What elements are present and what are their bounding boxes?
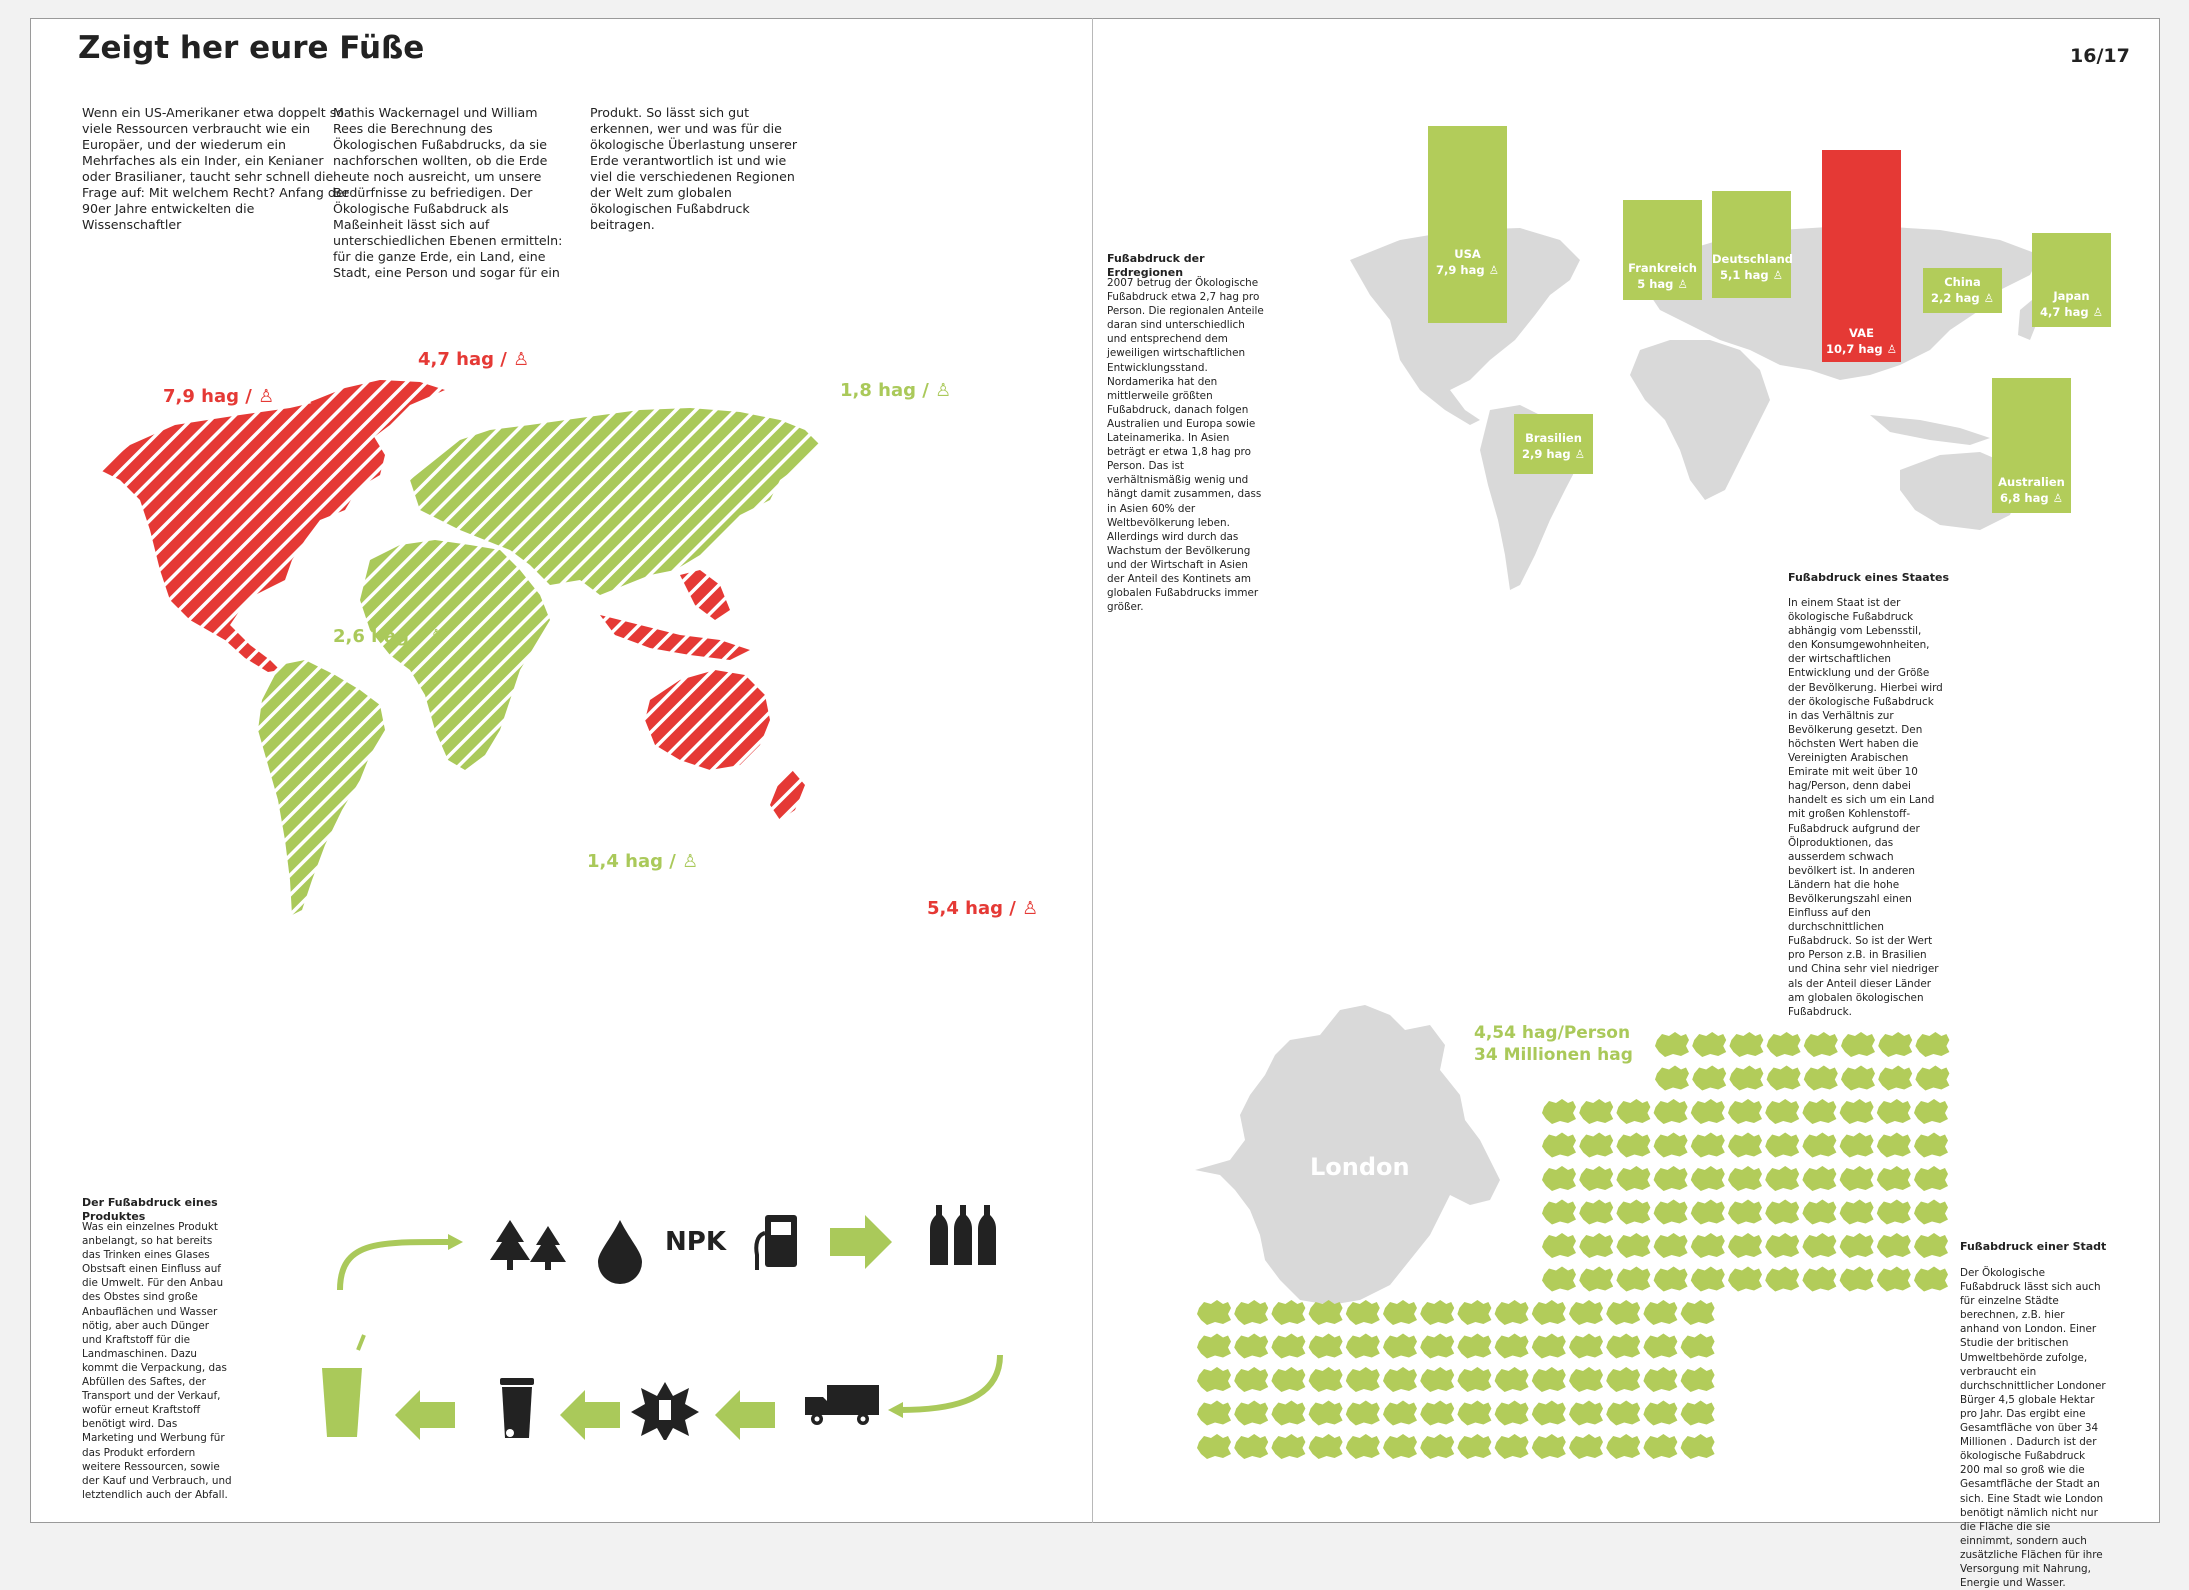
hectare-unit <box>1877 1133 1911 1158</box>
africa-shape <box>1630 340 1770 500</box>
hectare-unit <box>1765 1133 1799 1158</box>
hectare-unit <box>1420 1300 1454 1325</box>
product-heading: Der Fußabdruck eines Produktes <box>82 1196 218 1223</box>
hectare-unit <box>1495 1401 1529 1426</box>
person-icon: ♙ <box>428 626 445 647</box>
indonesia-shape <box>600 615 750 660</box>
bar-value: 5 hag <box>1637 277 1674 291</box>
hectare-unit <box>1616 1099 1650 1124</box>
arrowhead <box>448 1234 463 1250</box>
hectare-unit <box>1877 1166 1911 1191</box>
hectare-unit <box>1569 1300 1603 1325</box>
hectare-unit <box>1914 1099 1948 1124</box>
regions-body: 2007 betrug der Ökologische Fußabdruck etwa 2,7 hag pro Person. Die regionalen Anteile daran sind unterschiedlich und entsprechend dem jeweiligen wirtschaftlichen Entwicklungsstand. Nordamerika hat den mittlerweile größten Fußabdruck, danach folgen Australien und Europa sowie Lateinamerika. In Asien beträgt er etwa 1,8 hag pro Person. Das ist verhältnismäßig wenig und hängt damit zusammen, dass in Asien 60% der Weltbevölkerung leben. Allerdings wird durch das Wachstum der Bevölkerung und der Wirtschaft in Asien der Anteil des Kontinets am globalen Fußabdrucks immer größer. <box>1107 277 1264 614</box>
hectare-unit <box>1579 1166 1613 1191</box>
npk-label: NPK <box>665 1227 726 1257</box>
person-icon: ♙ <box>258 386 275 407</box>
bar-name: USA <box>1454 247 1481 261</box>
hectare-unit <box>1616 1133 1650 1158</box>
bar-value: 2,9 hag <box>1522 447 1571 461</box>
hectare-unit <box>1579 1200 1613 1225</box>
south-america-shape <box>258 660 385 915</box>
hectare-unit <box>1309 1300 1343 1325</box>
hectare-unit <box>1606 1300 1640 1325</box>
hectare-unit <box>1495 1334 1529 1359</box>
bar-value: 7,9 hag <box>1436 263 1485 277</box>
hectare-unit <box>1728 1166 1762 1191</box>
hectare-unit <box>1654 1133 1688 1158</box>
arrow-left-icon <box>715 1390 775 1440</box>
hectare-unit <box>1616 1166 1650 1191</box>
hectare-unit <box>1346 1367 1380 1392</box>
hectare-unit <box>1457 1434 1491 1459</box>
hectare-unit <box>1765 1099 1799 1124</box>
hectare-unit <box>1271 1401 1305 1426</box>
per-person-figure: 4,54 hag/Person <box>1474 1023 1631 1043</box>
arrow-left-icon <box>560 1390 620 1440</box>
hectare-unit <box>1197 1367 1231 1392</box>
hectare-unit <box>1878 1066 1912 1091</box>
bar-name: China <box>1944 275 1981 289</box>
hectare-unit <box>1542 1133 1576 1158</box>
bar-china <box>1923 268 2002 313</box>
city-heading: Fußabdruck einer Stadt <box>1960 1240 2107 1253</box>
hectare-unit <box>1197 1434 1231 1459</box>
hectare-unit <box>1234 1434 1268 1459</box>
trees-icon <box>490 1220 566 1270</box>
hectare-unit <box>1804 1032 1838 1057</box>
hectare-unit <box>1197 1300 1231 1325</box>
hectare-unit <box>1234 1300 1268 1325</box>
product-lifecycle-diagram <box>320 1200 1040 1440</box>
curved-arrow-up <box>340 1242 450 1290</box>
hectare-unit <box>1654 1166 1688 1191</box>
region-label-oceania: 5,4 hag / ♙ <box>927 898 1039 919</box>
hectare-unit <box>1346 1434 1380 1459</box>
hectare-unit <box>1579 1099 1613 1124</box>
hectare-unit <box>1691 1267 1725 1292</box>
region-label-south-america: 2,6 hag / ♙ <box>333 626 445 647</box>
hectare-unit <box>1234 1401 1268 1426</box>
intro-column-2: Mathis Wackernagel und William Rees die Berechnung des Ökologischen Fußabdrucks, da sie nachforschen wollten, ob die Erde heute noch ausreicht, um unsere Bedürfnisse zu befriedigen. Der Ökologische Fußabdruck als Maßeinheit lässt sich auf unterschiedlichen Ebenen ermitteln: für die ganze Erde, ein Land, eine Stadt, eine Person und sogar für ein <box>333 105 563 280</box>
hectare-unit <box>1309 1434 1343 1459</box>
hectare-unit <box>1877 1267 1911 1292</box>
bar-name: VAE <box>1849 326 1874 340</box>
bar-brasilien <box>1514 414 1593 474</box>
hectare-unit <box>1915 1032 1949 1057</box>
hectare-unit <box>1643 1300 1677 1325</box>
bar-value: 4,7 hag <box>2040 305 2089 319</box>
person-icon: ♙ <box>1886 342 1897 356</box>
person-icon: ♙ <box>1574 447 1585 461</box>
hectare-unit <box>1643 1401 1677 1426</box>
hectare-unit <box>1197 1401 1231 1426</box>
bar-name: Frankreich <box>1628 261 1697 275</box>
region-label-europe: 4,7 hag / ♙ <box>418 349 530 370</box>
arrow-right-icon <box>830 1215 892 1269</box>
person-icon: ♙ <box>513 349 530 370</box>
hectare-unit <box>1542 1200 1576 1225</box>
hectare-unit <box>1383 1434 1417 1459</box>
hectare-unit <box>1542 1166 1576 1191</box>
person-icon: ♙ <box>1772 268 1783 282</box>
world-map-hatched <box>80 370 1090 930</box>
hectare-unit <box>1532 1401 1566 1426</box>
person-icon: ♙ <box>1677 277 1688 291</box>
state-body: In einem Staat ist der ökologische Fußabdruck abhängig vom Lebensstil, den Konsumgewohnheiten, der wirtschaftlichen Entwicklung und der Größe der Bevölkerung. Hierbei wird der ökologische Fußabdruck in das Verhältnis zur Bevölkerung gesetzt. Den höchsten Wert haben die Vereinigten Arabischen Emirate mit weit über 10 hag/Person, denn dabei handelt es sich um ein Land mit großen Kohlenstoff-Fußabdruck aufgrund der Ölproduktionen, das ausserdem schwach bevölkert ist. In anderen Ländern hat die hohe Bevölkerungszahl einen Einfluss auf den durchschnittlichen Fußabdruck. So ist der Wert pro Person z.B. in Brasilien und China sehr viel niedriger als der Anteil dieser Länder am globalen ökologischen Fußabdruck. <box>1788 597 1943 1018</box>
hectare-unit <box>1914 1267 1948 1292</box>
hectare-unit <box>1840 1200 1874 1225</box>
hectare-unit <box>1728 1133 1762 1158</box>
intro-column-1: Wenn ein US-Amerikaner etwa doppelt so viele Ressourcen verbraucht wie ein Europäer, und der wiederum ein Mehrfaches als ein Inder, ein Kenianer oder Brasilianer, taucht sehr schnell die Frage auf: Mit welchem Recht? Anfang der 90er Jahre entwickelten die Wissenschaftler <box>82 105 349 232</box>
hectare-unit <box>1728 1200 1762 1225</box>
hectare-unit <box>1420 1367 1454 1392</box>
hectare-unit <box>1383 1401 1417 1426</box>
hectare-unit <box>1877 1233 1911 1258</box>
hectare-unit <box>1692 1066 1726 1091</box>
bar-name: Australien <box>1998 475 2065 489</box>
hectare-unit <box>1643 1367 1677 1392</box>
hectare-unit <box>1915 1066 1949 1091</box>
hectare-unit <box>1691 1099 1725 1124</box>
state-heading: Fußabdruck eines Staates <box>1788 571 1949 584</box>
new-zealand-shape <box>770 770 805 820</box>
hectare-unit <box>1840 1233 1874 1258</box>
hectare-unit <box>1840 1099 1874 1124</box>
hectare-unit <box>1802 1166 1836 1191</box>
person-icon: ♙ <box>682 851 699 872</box>
hectare-unit <box>1346 1300 1380 1325</box>
hectare-unit <box>1914 1200 1948 1225</box>
hectare-unit <box>1681 1401 1715 1426</box>
hectare-unit <box>1383 1300 1417 1325</box>
hectare-unit <box>1655 1032 1689 1057</box>
bar-name: Deutschland <box>1712 252 1793 266</box>
hectare-unit <box>1728 1099 1762 1124</box>
hectare-unit <box>1271 1334 1305 1359</box>
london-label: London <box>1310 1153 1410 1181</box>
hectare-unit <box>1654 1099 1688 1124</box>
person-icon: ♙ <box>2052 491 2063 505</box>
hectare-unit <box>1606 1367 1640 1392</box>
hectare-unit <box>1729 1032 1763 1057</box>
hectare-unit <box>1234 1367 1268 1392</box>
hectare-unit <box>1765 1233 1799 1258</box>
intro-column-3: Produkt. So lässt sich gut erkennen, wer und was für die ökologische Überlastung unserer Erde verantwortlich ist und wie viel die verschiedenen Regionen der Welt zum globalen ökologischen Fußabdruck beitragen. <box>590 105 798 232</box>
hectare-unit <box>1877 1099 1911 1124</box>
hectare-unit <box>1579 1233 1613 1258</box>
hectare-unit <box>1877 1200 1911 1225</box>
hectare-unit <box>1579 1267 1613 1292</box>
hectare-unit <box>1606 1401 1640 1426</box>
curved-arrow-down <box>900 1355 1000 1410</box>
hectare-unit <box>1681 1300 1715 1325</box>
hectare-unit <box>1728 1233 1762 1258</box>
bar-australien <box>1992 378 2071 513</box>
bar-name: Brasilien <box>1525 431 1582 445</box>
hectare-unit <box>1542 1233 1576 1258</box>
hectare-unit <box>1767 1032 1801 1057</box>
regions-heading: Fußabdruck der Erdregionen <box>1107 252 1205 279</box>
hectare-unit <box>1802 1200 1836 1225</box>
hectare-unit <box>1841 1066 1875 1091</box>
bar-value: 5,1 hag <box>1720 268 1769 282</box>
hectare-unit <box>1914 1233 1948 1258</box>
region-label-africa: 1,4 hag / ♙ <box>587 851 699 872</box>
hectare-unit <box>1802 1233 1836 1258</box>
indonesia-shape <box>1870 415 1990 445</box>
hectare-unit <box>1804 1066 1838 1091</box>
hectare-unit <box>1309 1334 1343 1359</box>
bar-value: 6,8 hag <box>2000 491 2049 505</box>
hectare-unit <box>1309 1401 1343 1426</box>
hectare-unit <box>1681 1434 1715 1459</box>
bar-value: 10,7 hag <box>1826 342 1883 356</box>
hectare-unit <box>1643 1334 1677 1359</box>
hectare-unit <box>1569 1401 1603 1426</box>
hectare-unit <box>1765 1267 1799 1292</box>
hectare-unit <box>1691 1233 1725 1258</box>
hectare-unit <box>1692 1032 1726 1057</box>
hectare-unit <box>1728 1267 1762 1292</box>
truck-icon <box>805 1385 879 1425</box>
hectare-unit <box>1616 1200 1650 1225</box>
hectare-unit <box>1767 1066 1801 1091</box>
hectare-unit <box>1309 1367 1343 1392</box>
hectare-unit <box>1420 1334 1454 1359</box>
hectare-unit <box>1765 1166 1799 1191</box>
hectare-unit <box>1681 1334 1715 1359</box>
hectare-unit <box>1346 1334 1380 1359</box>
bar-name: Japan <box>2053 289 2090 303</box>
bar-vae <box>1822 150 1901 362</box>
hectare-unit <box>1878 1032 1912 1057</box>
bottles-icon <box>930 1205 996 1265</box>
product-body: Was ein einzelnes Produkt anbelangt, so hat bereits das Trinken eines Glases Obstsaft einen Einfluss auf die Umwelt. Für den Anbau des Obstes sind große Anbauflächen und Wasser nötig, aber auch Dünger und Kraftstoff für die Landmaschinen. Dazu kommt die Verpackung, das Abfüllen des Saftes, der Transport und der Verkauf, wofür erneut Kraftstoff benötigt wird. Das Marketing und Werbung für das Produkt erfordern weitere Ressourcen, sowie der Kauf und Verbrauch, und letztendlich auch der Abfall. <box>82 1221 232 1501</box>
hectare-unit <box>1532 1300 1566 1325</box>
bar-deutschland <box>1712 191 1791 298</box>
total-figure: 34 Millionen hag <box>1474 1045 1633 1065</box>
hectare-unit <box>1542 1267 1576 1292</box>
person-icon: ♙ <box>1983 291 1994 305</box>
page-title: Zeigt her eure Füße <box>78 30 425 66</box>
hectare-unit <box>1616 1233 1650 1258</box>
hectare-unit <box>1654 1233 1688 1258</box>
hectare-unit <box>1840 1267 1874 1292</box>
hectare-unit <box>1606 1434 1640 1459</box>
hectare-unit <box>1271 1434 1305 1459</box>
hectare-unit <box>1579 1133 1613 1158</box>
hectare-unit <box>1532 1434 1566 1459</box>
hectare-unit <box>1569 1367 1603 1392</box>
hectare-unit <box>1271 1367 1305 1392</box>
hectare-unit <box>1841 1032 1875 1057</box>
hectare-unit <box>1729 1066 1763 1091</box>
australia-shape <box>645 670 770 770</box>
hectare-unit <box>1346 1401 1380 1426</box>
hectare-unit <box>1914 1133 1948 1158</box>
hectare-unit <box>1420 1401 1454 1426</box>
hectare-unit <box>1691 1166 1725 1191</box>
hectare-unit <box>1606 1334 1640 1359</box>
hectare-unit <box>1654 1267 1688 1292</box>
footprint-area-grid <box>1195 1020 1955 1490</box>
hectare-unit <box>1802 1267 1836 1292</box>
person-icon: ♙ <box>1022 898 1039 919</box>
hectare-unit <box>1457 1334 1491 1359</box>
hectare-unit <box>1802 1099 1836 1124</box>
hectare-unit <box>1914 1166 1948 1191</box>
hectare-unit <box>1681 1367 1715 1392</box>
arrow-left-icon <box>395 1390 455 1440</box>
hectare-unit <box>1840 1133 1874 1158</box>
hectare-unit <box>1457 1300 1491 1325</box>
region-label-north-america: 7,9 hag / ♙ <box>163 386 275 407</box>
hectare-unit <box>1643 1434 1677 1459</box>
hectare-unit <box>1383 1367 1417 1392</box>
hectare-unit <box>1197 1334 1231 1359</box>
hectare-unit <box>1765 1200 1799 1225</box>
africa-shape <box>360 540 550 770</box>
burst-icon <box>631 1382 699 1440</box>
hectare-unit <box>1495 1434 1529 1459</box>
hectare-unit <box>1495 1300 1529 1325</box>
page-gutter <box>1092 18 1093 1523</box>
water-drop-icon <box>598 1220 642 1284</box>
hectare-unit <box>1802 1133 1836 1158</box>
bar-japan <box>2032 233 2111 327</box>
arrowhead <box>888 1402 903 1418</box>
hectare-unit <box>1495 1367 1529 1392</box>
hectare-unit <box>1542 1099 1576 1124</box>
hectare-unit <box>1569 1434 1603 1459</box>
bar-usa <box>1428 126 1507 323</box>
hectare-unit <box>1234 1334 1268 1359</box>
hectare-unit <box>1654 1200 1688 1225</box>
hectare-unit <box>1271 1300 1305 1325</box>
juice-glass-icon <box>322 1335 364 1437</box>
hectare-unit <box>1691 1133 1725 1158</box>
region-label-asia: 1,8 hag / ♙ <box>840 380 952 401</box>
hectare-unit <box>1420 1434 1454 1459</box>
hectare-unit <box>1457 1401 1491 1426</box>
page-number: 16/17 <box>2070 45 2130 67</box>
hectare-unit <box>1691 1200 1725 1225</box>
city-body: Der Ökologische Fußabdruck lässt sich auch für einzelne Städte berechnen, z.B. hier anhand von London. Einer Studie der britischen Umweltbehörde zufolge, verbraucht ein durchschnittlicher Londoner Bürger 4,5 globale Hektar pro Jahr. Das ergibt eine Gesamtfläche von über 34 Millionen . Dadurch ist der ökologische Fußabdruck 200 mal so groß wie die Gesamtfläche der Stadt an sich. Eine Stadt wie London benötigt nämlich nicht nur die Fläche die sie einnimmt, sondern auch zusätzliche Flächen für ihre Versorgung mit Nahrung, Energie und Wasser. <box>1960 1267 2106 1590</box>
hectare-unit <box>1840 1166 1874 1191</box>
hectare-unit <box>1457 1367 1491 1392</box>
person-icon: ♙ <box>1488 263 1499 277</box>
bar-value: 2,2 hag <box>1931 291 1980 305</box>
bar-frankreich <box>1623 200 1702 300</box>
person-icon: ♙ <box>2092 305 2103 319</box>
hectare-unit <box>1383 1334 1417 1359</box>
person-icon: ♙ <box>935 380 952 401</box>
fuel-pump-icon <box>756 1215 797 1270</box>
philippines-shape <box>680 570 730 620</box>
hectare-unit <box>1616 1267 1650 1292</box>
hectare-unit <box>1655 1066 1689 1091</box>
hectare-unit <box>1569 1334 1603 1359</box>
hectare-unit <box>1532 1334 1566 1359</box>
hectare-unit <box>1532 1367 1566 1392</box>
trash-bin-icon <box>500 1378 534 1438</box>
